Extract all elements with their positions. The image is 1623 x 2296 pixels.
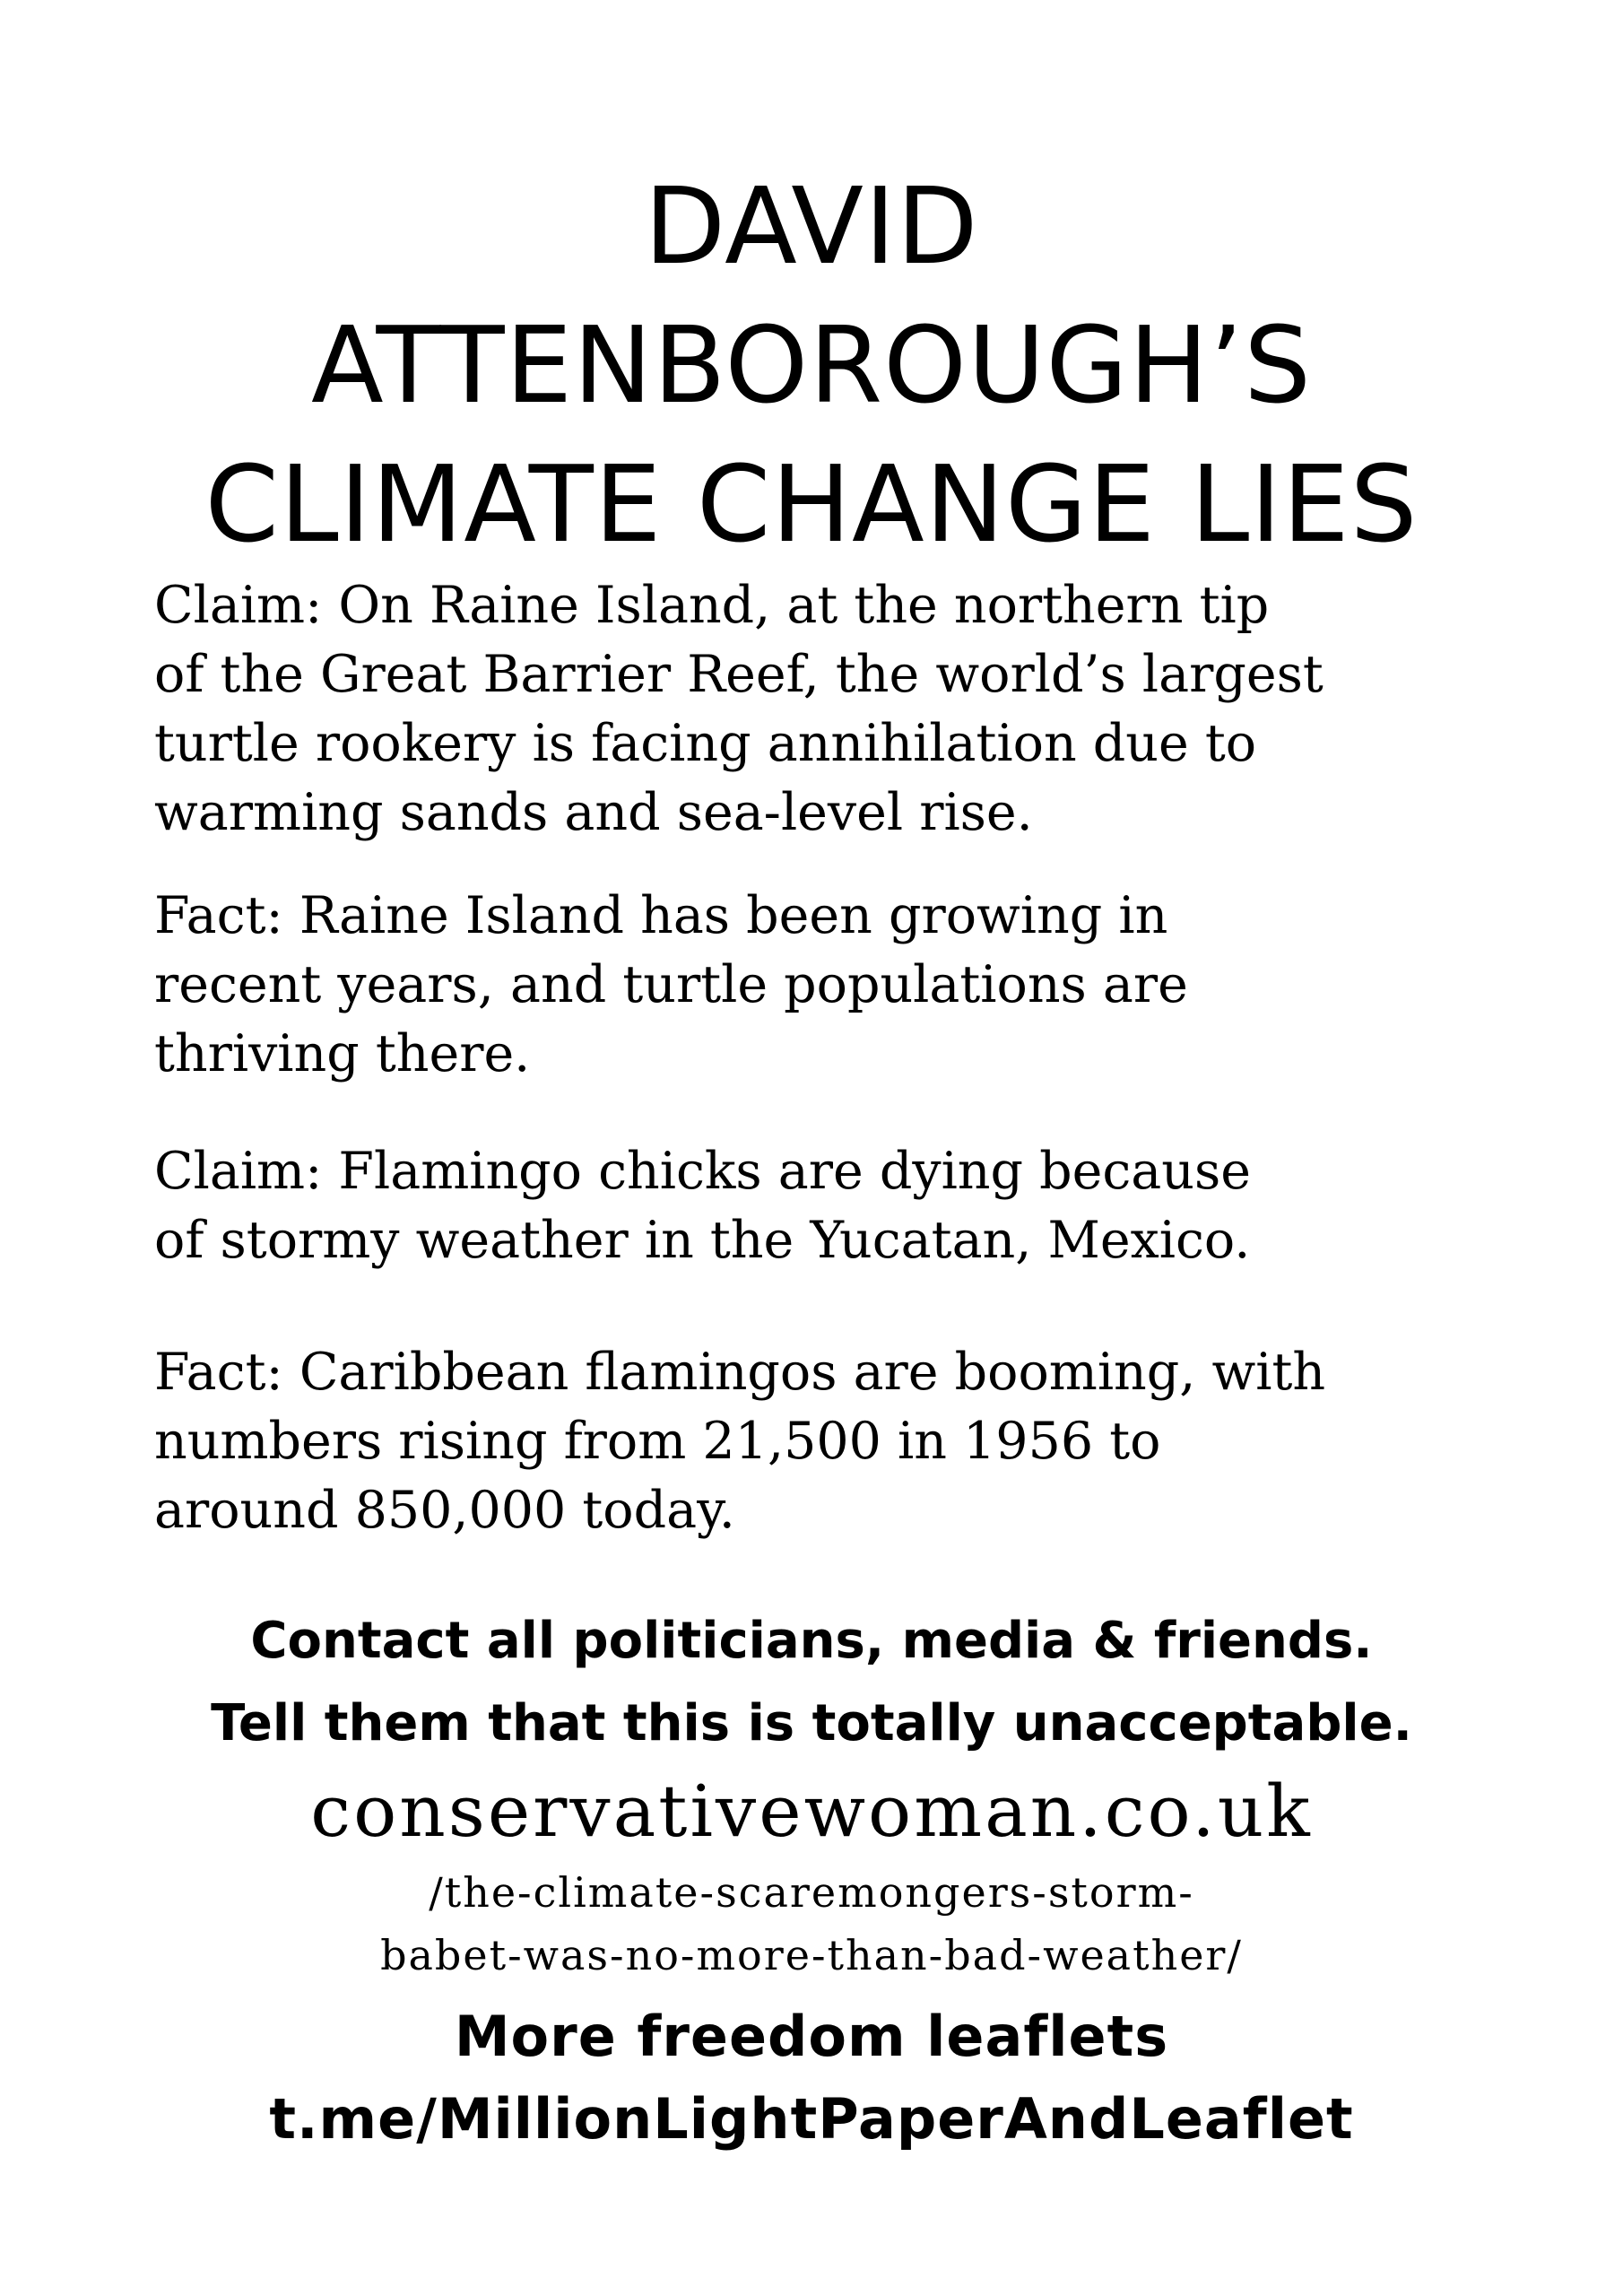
- source-site: conservativewoman.co.uk: [310, 1770, 1313, 1853]
- more-leaflets: [90, 1996, 1533, 2161]
- source-path-line: /the-climate-scaremongers-storm-: [429, 1868, 1194, 1917]
- leaflet-title: [90, 157, 1533, 574]
- paragraph-line: thriving there.: [154, 1024, 531, 1083]
- more-leaflets-heading: More freedom leaflets: [454, 2004, 1169, 2069]
- paragraph-line: of stormy weather in the Yucatan, Mexico.: [154, 1211, 1251, 1270]
- cta-line: Tell them that this is totally unacceptable.: [211, 1694, 1412, 1752]
- telegram-link: t.me/MillionLightPaperAndLeaflet: [269, 2086, 1354, 2152]
- title-line: DAVID: [644, 164, 979, 288]
- title-line: CLIMATE CHANGE LIES: [204, 442, 1419, 566]
- source-path-line: babet-was-no-more-than-bad-weather/: [380, 1931, 1243, 1979]
- paragraph-line: Claim: Flamingo chicks are dying because: [154, 1142, 1251, 1201]
- cta-line: Contact all politicians, media & friends.: [250, 1612, 1373, 1670]
- fact-paragraph-raine-island: [154, 882, 1553, 1089]
- claim-paragraph-flamingo: [154, 1137, 1553, 1275]
- title-line: ATTENBOROUGH’S: [310, 303, 1313, 427]
- paragraph-line: recent years, and turtle populations are: [154, 955, 1188, 1014]
- paragraph-line: Fact: Raine Island has been growing in: [154, 886, 1168, 945]
- paragraph-line: of the Great Barrier Reef, the world’s largest: [154, 645, 1324, 704]
- paragraph-line: around 850,000 today.: [154, 1481, 735, 1540]
- paragraph-line: turtle rookery is facing annihilation due to: [154, 714, 1257, 773]
- paragraph-line: Claim: On Raine Island, at the northern tip: [154, 576, 1270, 635]
- paragraph-line: numbers rising from 21,500 in 1956 to: [154, 1412, 1161, 1471]
- claim-paragraph-raine-island: [154, 571, 1553, 848]
- paragraph-line: Fact: Caribbean flamingos are booming, with: [154, 1343, 1326, 1402]
- fact-paragraph-flamingo: [154, 1338, 1553, 1545]
- call-to-action: [90, 1600, 1533, 1765]
- source-path: [90, 1861, 1533, 1987]
- paragraph-line: warming sands and sea-level rise.: [154, 783, 1033, 842]
